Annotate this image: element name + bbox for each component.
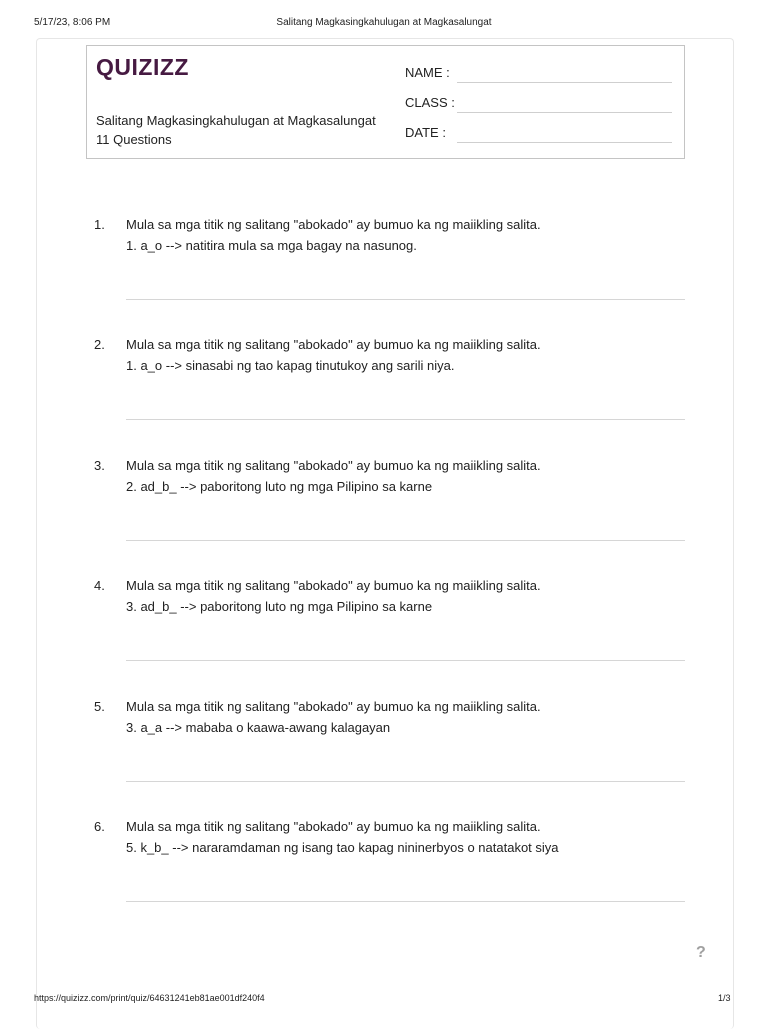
question-prompt: Mula sa mga titik ng salitang "abokado" ay bumuo ka ng maiikling salita. — [126, 819, 541, 834]
question-detail: 1. a_o --> sinasabi ng tao kapag tinutukoy ang sarili niya. — [126, 358, 455, 373]
question-detail: 2. ad_b_ --> paboritong luto ng mga Pilipino sa karne — [126, 479, 433, 494]
question-item — [0, 819, 768, 929]
question-item — [0, 578, 768, 688]
question-item — [0, 699, 768, 809]
question-number: 4. — [94, 578, 105, 593]
question-detail: 1. a_o --> natitira mula sa mga bagay na nasunog. — [126, 238, 417, 253]
question-item — [0, 337, 768, 447]
question-number: 6. — [94, 819, 105, 834]
answer-line — [126, 660, 685, 661]
question-prompt: Mula sa mga titik ng salitang "abokado" ay bumuo ka ng maiikling salita. — [126, 337, 541, 352]
question-item — [0, 217, 768, 327]
question-prompt: Mula sa mga titik ng salitang "abokado" ay bumuo ka ng maiikling salita. — [126, 217, 541, 232]
question-prompt: Mula sa mga titik ng salitang "abokado" ay bumuo ka ng maiikling salita. — [126, 699, 541, 714]
class-field — [457, 112, 672, 113]
name-label: NAME : — [405, 65, 450, 80]
answer-line — [126, 540, 685, 541]
question-detail: 3. a_a --> mababa o kaawa-awang kalagayan — [126, 720, 391, 735]
name-field — [457, 82, 672, 83]
class-label: CLASS : — [405, 95, 455, 110]
answer-line — [126, 419, 685, 420]
question-item — [0, 458, 768, 568]
date-field — [457, 142, 672, 143]
answer-line — [126, 901, 685, 902]
help-icon[interactable]: ? — [696, 944, 706, 961]
answer-line — [126, 299, 685, 300]
question-detail: 3. ad_b_ --> paboritong luto ng mga Pilipino sa karne — [126, 599, 433, 614]
quiz-title: Salitang Magkasingkahulugan at Magkasalungat — [96, 113, 376, 128]
date-label: DATE : — [405, 125, 446, 140]
worksheet-header — [86, 45, 685, 159]
question-count: 11 Questions — [96, 132, 172, 147]
footer-page-number: 1/3 — [718, 993, 731, 1003]
footer-url: https://quizizz.com/print/quiz/64631241eb81ae001df240f4 — [34, 993, 265, 1003]
question-number: 1. — [94, 217, 105, 232]
question-detail: 5. k_b_ --> nararamdaman ng isang tao kapag nininerbyos o natatakot siya — [126, 840, 559, 855]
question-prompt: Mula sa mga titik ng salitang "abokado" ay bumuo ka ng maiikling salita. — [126, 458, 541, 473]
answer-line — [126, 781, 685, 782]
question-number: 2. — [94, 337, 105, 352]
print-datetime: 5/17/23, 8:06 PM — [34, 17, 111, 28]
quizizz-logo: QUIZIZZ — [96, 54, 189, 80]
question-number: 5. — [94, 699, 105, 714]
question-number: 3. — [94, 458, 105, 473]
question-prompt: Mula sa mga titik ng salitang "abokado" ay bumuo ka ng maiikling salita. — [126, 578, 541, 593]
print-title: Salitang Magkasingkahulugan at Magkasalungat — [276, 17, 492, 28]
print-header — [0, 0, 768, 36]
